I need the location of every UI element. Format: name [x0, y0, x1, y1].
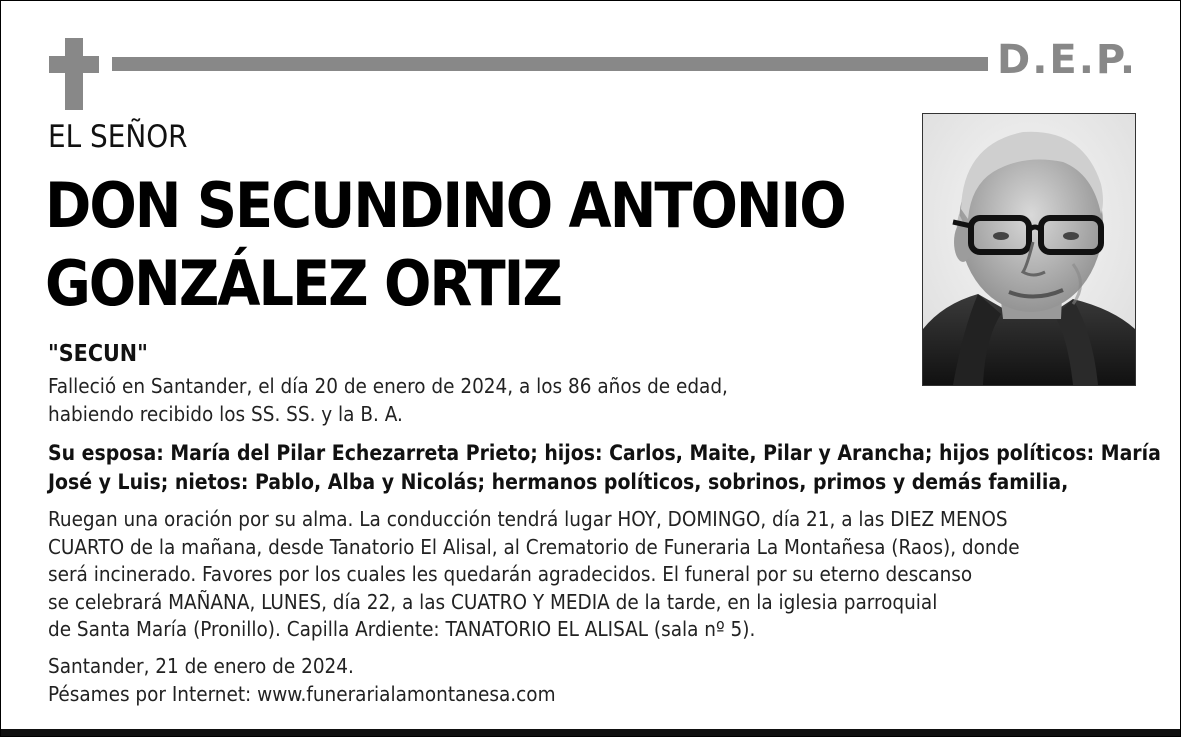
text-line: será incinerado. Favores por los cuales les quedarán agradecidos. El funeral por su eterno descanso — [48, 562, 973, 586]
text-line: habiendo recibido los SS. SS. y la B. A. — [48, 401, 403, 426]
text-line: Su esposa: María del Pilar Echezarreta Prieto; hijos: Carlos, Maite, Pilar y Arancha; hijos políticos: María — [48, 441, 1161, 465]
text-line: José y Luis; nietos: Pablo, Alba y Nicolás; hermanos políticos, sobrinos, primos y demás familia, — [48, 470, 1069, 494]
bottom-border — [1, 729, 1180, 736]
name-line: DON SECUNDINO ANTONIO — [45, 169, 845, 242]
service-details — [48, 506, 1020, 644]
text-line: de Santa María (Pronillo). Capilla Ardiente: TANATORIO EL ALISAL (sala nº 5). — [48, 617, 756, 641]
text-line: Falleció en Santander, el día 20 de enero de 2024, a los 86 años de edad, — [48, 374, 728, 398]
condolences-link[interactable]: Pésames por Internet: www.funerarialamontanesa.com — [48, 681, 556, 706]
family-list — [48, 439, 1161, 497]
cross-icon — [49, 38, 99, 110]
nickname: "SECUN" — [48, 341, 148, 367]
death-statement — [48, 373, 728, 428]
text-line: Ruegan una oración por su alma. La conducción tendrá lugar HOY, DOMINGO, día 21, a las DIEZ MENOS — [48, 507, 1008, 531]
honorific-prefix: EL SEÑOR — [48, 119, 188, 155]
header-rule — [112, 57, 988, 71]
deceased-name — [45, 167, 925, 323]
dep-initials: D.E.P. — [997, 37, 1138, 83]
closing-info — [48, 653, 556, 708]
portrait-photo — [922, 113, 1136, 386]
date-place: Santander, 21 de enero de 2024. — [48, 654, 354, 678]
text-line: se celebrará MAÑANA, LUNES, día 22, a las CUATRO Y MEDIA de la tarde, en la iglesia parroquial — [48, 589, 938, 614]
name-line: GONZÁLEZ ORTIZ — [45, 247, 561, 320]
text-line: CUARTO de la mañana, desde Tanatorio El Alisal, al Crematorio de Funeraria La Montañesa (Raos), donde — [48, 534, 1020, 559]
